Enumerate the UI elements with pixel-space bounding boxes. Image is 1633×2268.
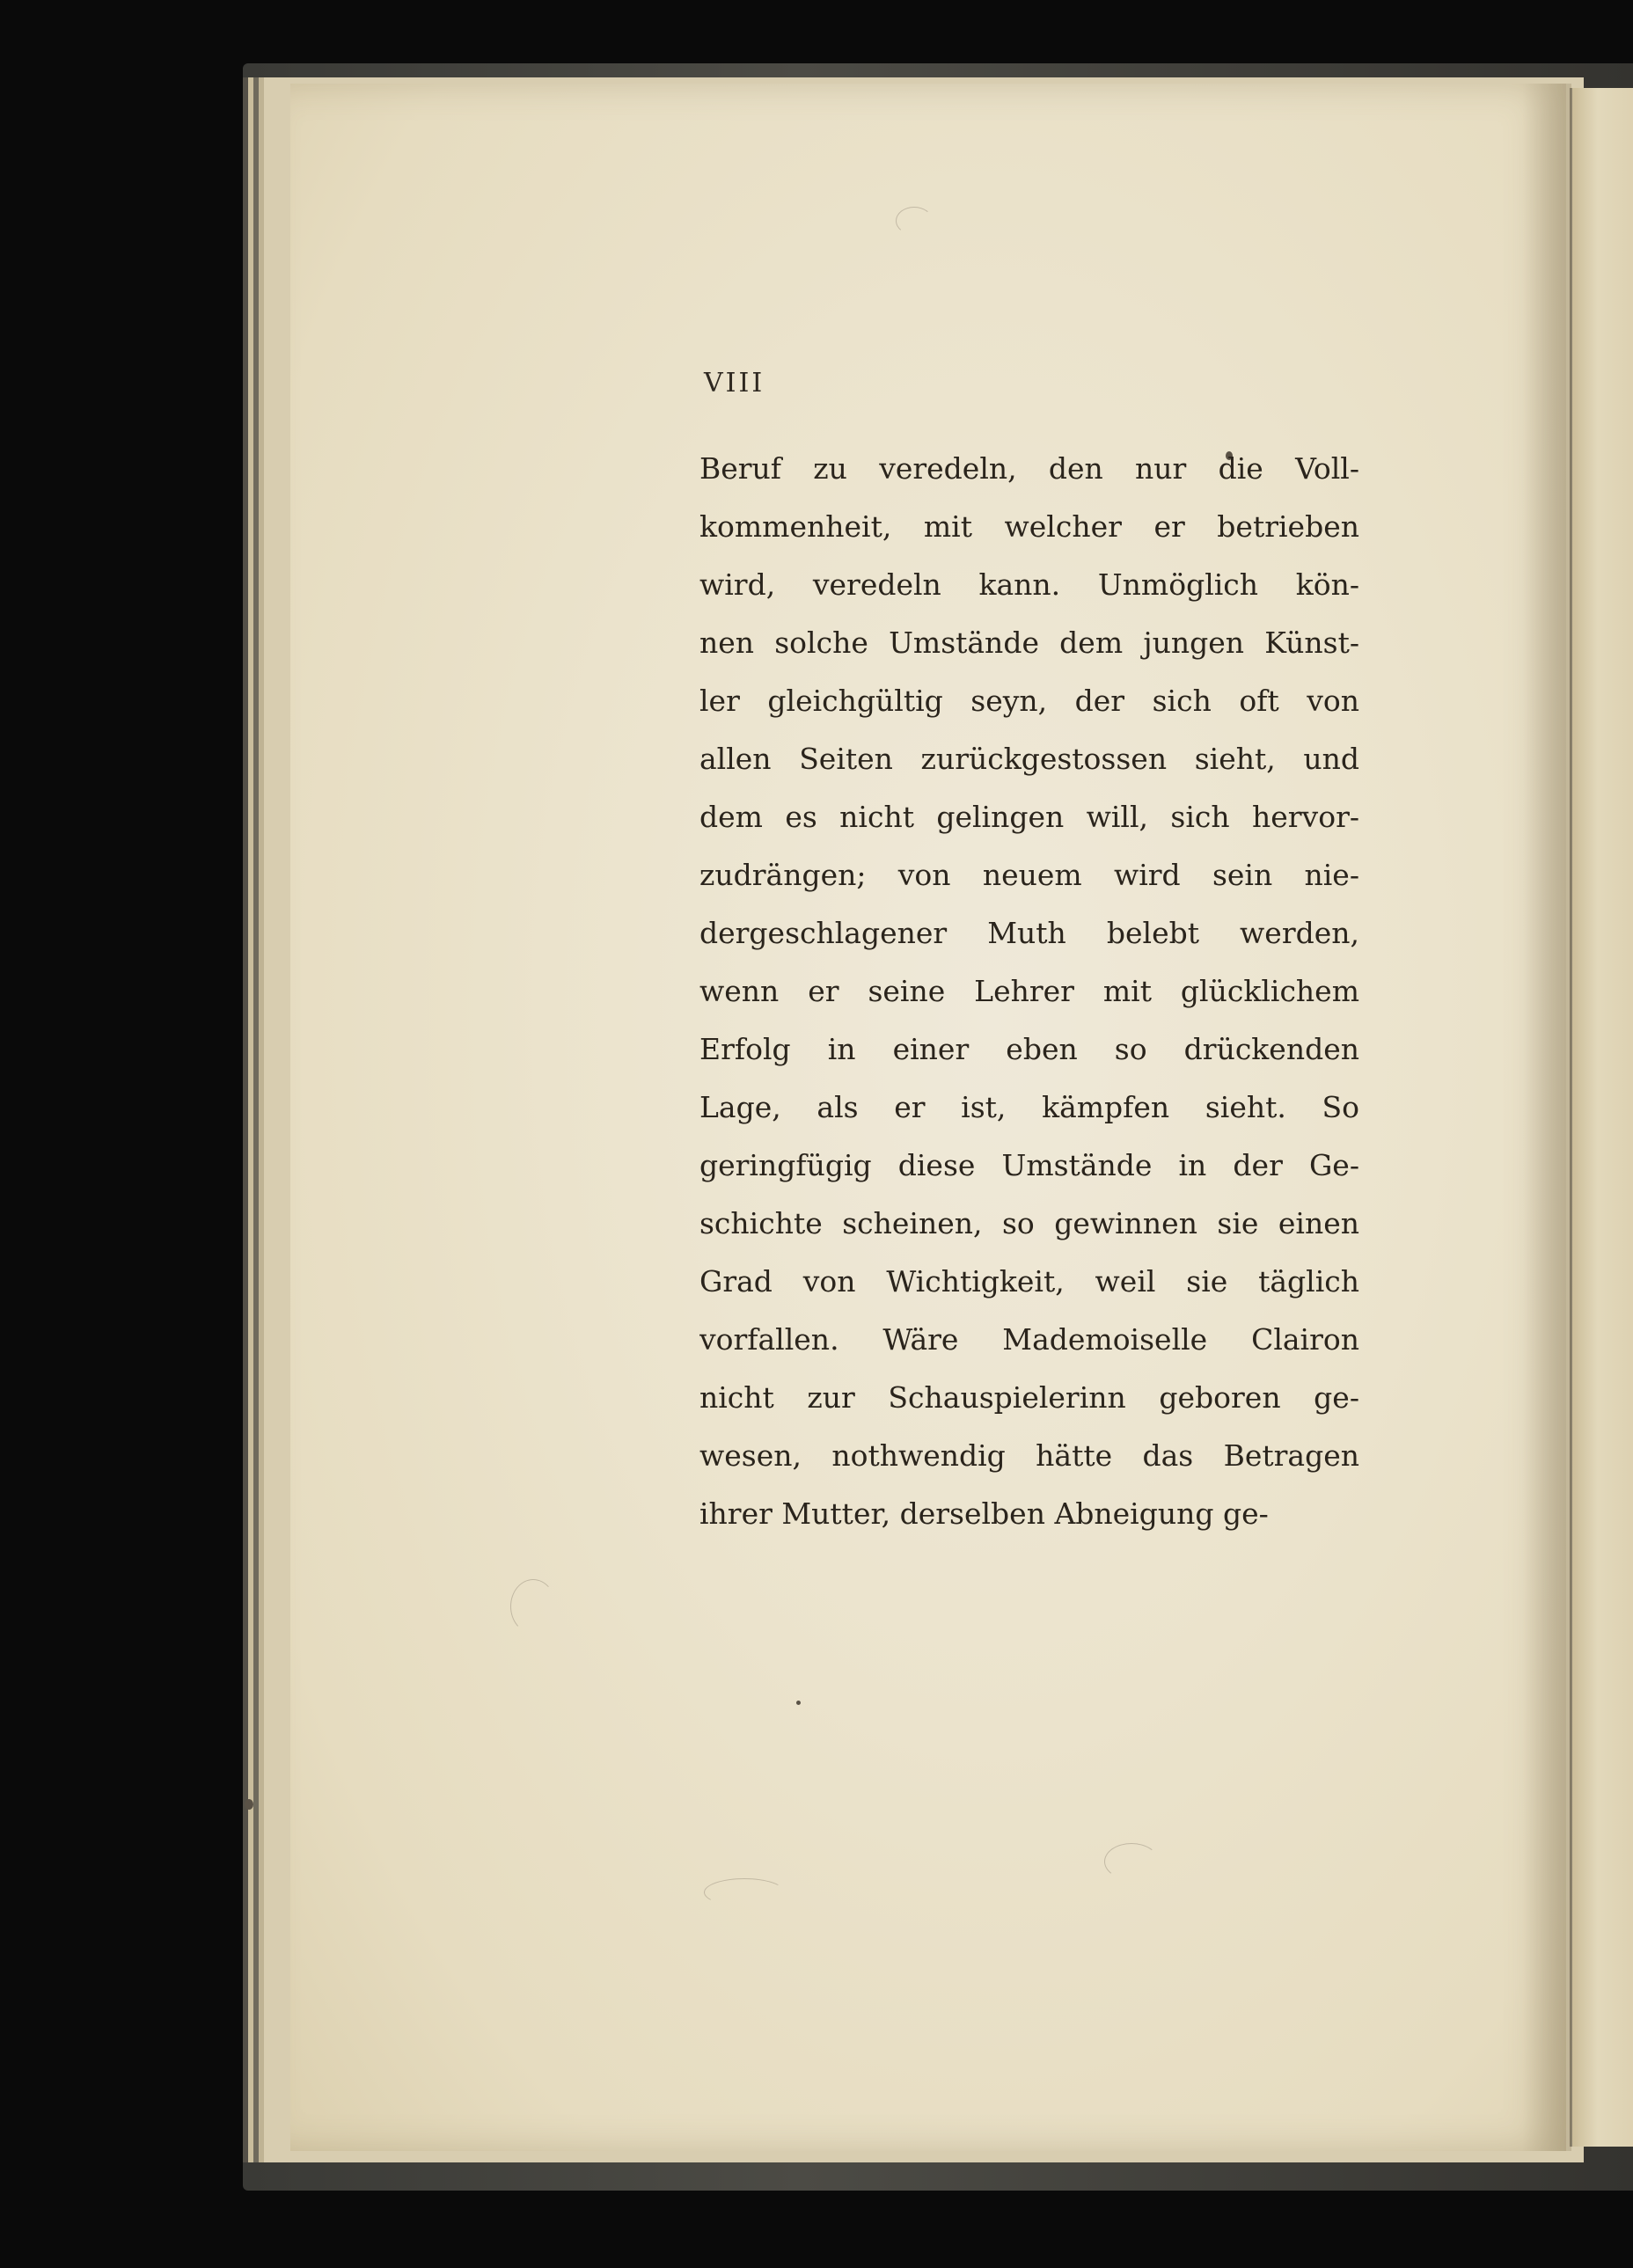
text-line: ihrer Mutter, derselben Abneigung ge-: [699, 1496, 1269, 1531]
text-line: Grad von Wichtigkeit, weil sie täglich: [699, 1264, 1359, 1299]
text-line: Lage, als er ist, kämpfen sieht. So: [699, 1090, 1359, 1124]
text-line: dergeschlagener Muth belebt werden,: [699, 916, 1359, 950]
text-line: schichte scheinen, so gewinnen sie einen: [699, 1206, 1359, 1240]
page-body-text: [699, 440, 1359, 1543]
text-line: kommenheit, mit welcher er betrieben: [699, 509, 1359, 544]
paper-speck: [245, 1799, 253, 1810]
text-line: nen solche Umstände dem jungen Künst-: [699, 626, 1359, 660]
text-line: ler gleichgültig seyn, der sich oft von: [699, 684, 1359, 718]
gutter-shadow: [1522, 84, 1571, 2151]
paper-fiber: [1104, 1843, 1159, 1880]
page-number: VIII: [704, 368, 765, 399]
text-line: Beruf zu veredeln, den nur die Voll-: [699, 451, 1359, 486]
paper-fiber: [704, 1878, 785, 1906]
text-line: allen Seiten zurückgestossen sieht, und: [699, 742, 1359, 776]
paper-speck: [796, 1701, 801, 1705]
text-line: wenn er seine Lehrer mit glücklichem: [699, 974, 1359, 1008]
text-line: dem es nicht gelingen will, sich hervor-: [699, 800, 1359, 834]
text-line: zudrängen; von neuem wird sein nie-: [699, 858, 1359, 892]
paper-fiber: [896, 207, 933, 235]
text-line: nicht zur Schauspielerinn geboren ge-: [699, 1380, 1359, 1415]
facing-page: [1570, 88, 1633, 2147]
text-line: vorfallen. Wäre Mademoiselle Clairon: [699, 1322, 1359, 1357]
text-line: geringfügig diese Umstände in der Ge-: [699, 1148, 1359, 1182]
paper-fiber: [510, 1579, 556, 1634]
text-line: Erfolg in einer eben so drückenden: [699, 1032, 1359, 1066]
text-line: wird, veredeln kann. Unmöglich kön-: [699, 567, 1359, 602]
text-line: wesen, nothwendig hätte das Betragen: [699, 1438, 1359, 1473]
